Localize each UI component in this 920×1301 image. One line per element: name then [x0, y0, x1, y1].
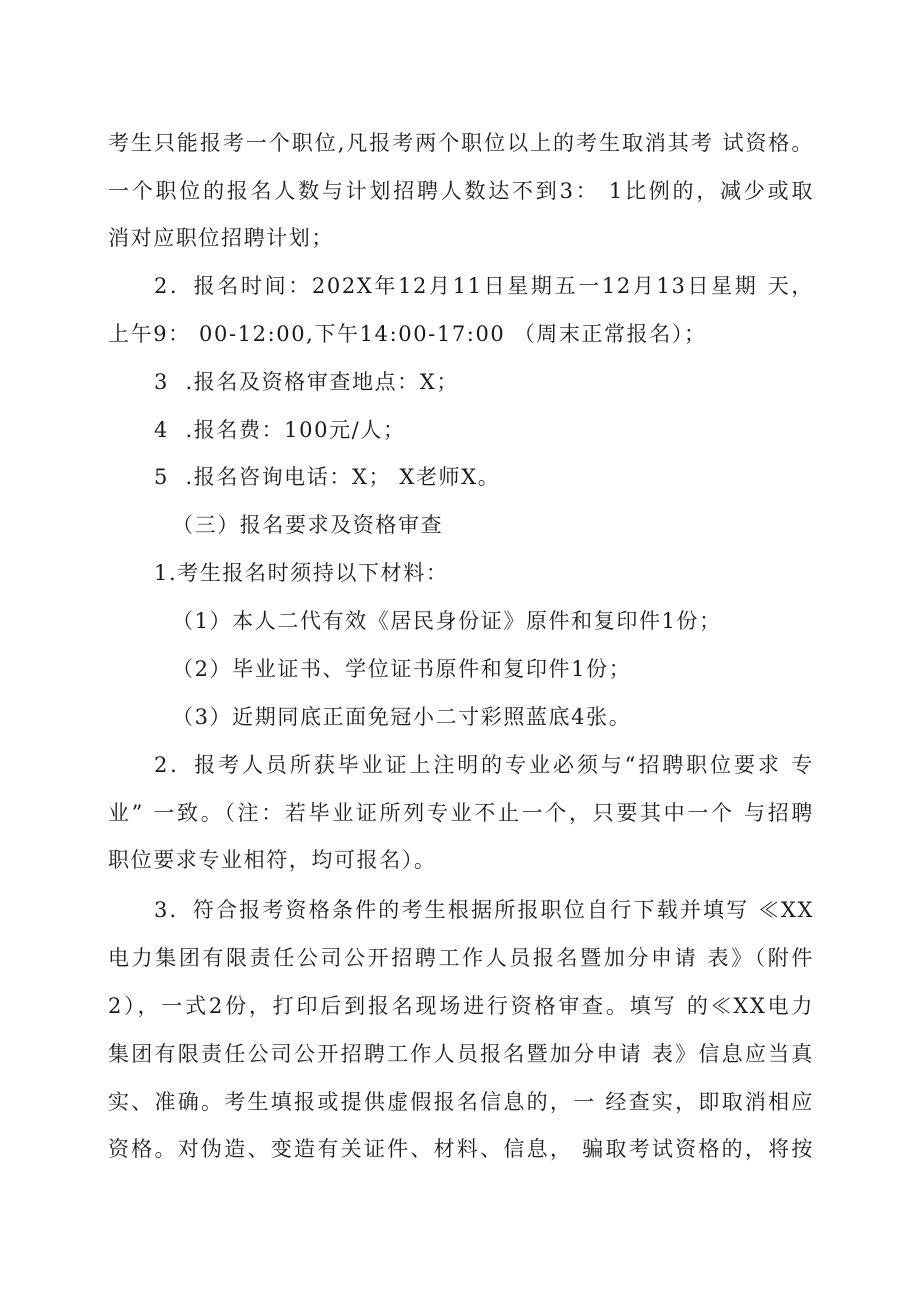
text-line: 消对应职位招聘计划；	[108, 226, 334, 250]
list-item: （1）本人二代有效《居民身份证》原件和复印件1份；	[172, 609, 722, 633]
list-item: （3）近期同底正面免冠小二寸彩照蓝底4张。	[172, 705, 632, 729]
text-line: 实、准确。考生填报或提供虚假报名信息的，一 经查实，即取消相应	[108, 1090, 814, 1114]
section-heading: （三）报名要求及资格审查	[172, 513, 444, 537]
text-line: 一个职位的报名人数与计划招聘人数达不到3： 1比例的，减少或取	[108, 179, 814, 203]
list-item: （2）毕业证书、学位证书原件和复印件1份；	[172, 657, 632, 681]
text-line: 业” 一致。（注：若毕业证所列专业不止一个，只要其中一个 与招聘	[108, 801, 814, 825]
text-line: 3．符合报考资格条件的考生根据所报职位自行下载并填写 ≪XX	[154, 898, 814, 922]
text-line: 职位要求专业相符，均可报名）。	[108, 848, 437, 872]
text-line: 考生只能报考一个职位,凡报考两个职位以上的考生取消其考 试资格。	[108, 131, 814, 155]
text-line: 上午9： 00-12:00,下午14:00-17:00 （周末正常报名）；	[108, 322, 707, 346]
list-item: 3 .报名及资格审查地点：X；	[154, 370, 459, 394]
list-item: 5 .报名咨询电话：X； X老师X。	[154, 465, 501, 489]
text-line: 2．报考人员所获毕业证上注明的专业必须与“招聘职位要求 专	[154, 753, 814, 777]
text-line: 资格。对伪造、变造有关证件、材料、信息， 骗取考试资格的，将按	[108, 1137, 814, 1161]
text-line: 2．报名时间：202X年12月11日星期五一12月13日星期 天，	[154, 274, 814, 298]
text-line: 电力集团有限责任公司公开招聘工作人员报名暨加分申请 表》（附件	[108, 946, 814, 970]
text-line: 2），一式2份，打印后到报名现场进行资格审查。填写 的≪XX电力	[108, 994, 814, 1018]
text-line: 集团有限责任公司公开招聘工作人员报名暨加分申请 表》信息应当真	[108, 1042, 814, 1066]
text-line: 1.考生报名时须持以下材料：	[154, 561, 449, 585]
list-item: 4 .报名费：100元/人；	[154, 418, 406, 442]
